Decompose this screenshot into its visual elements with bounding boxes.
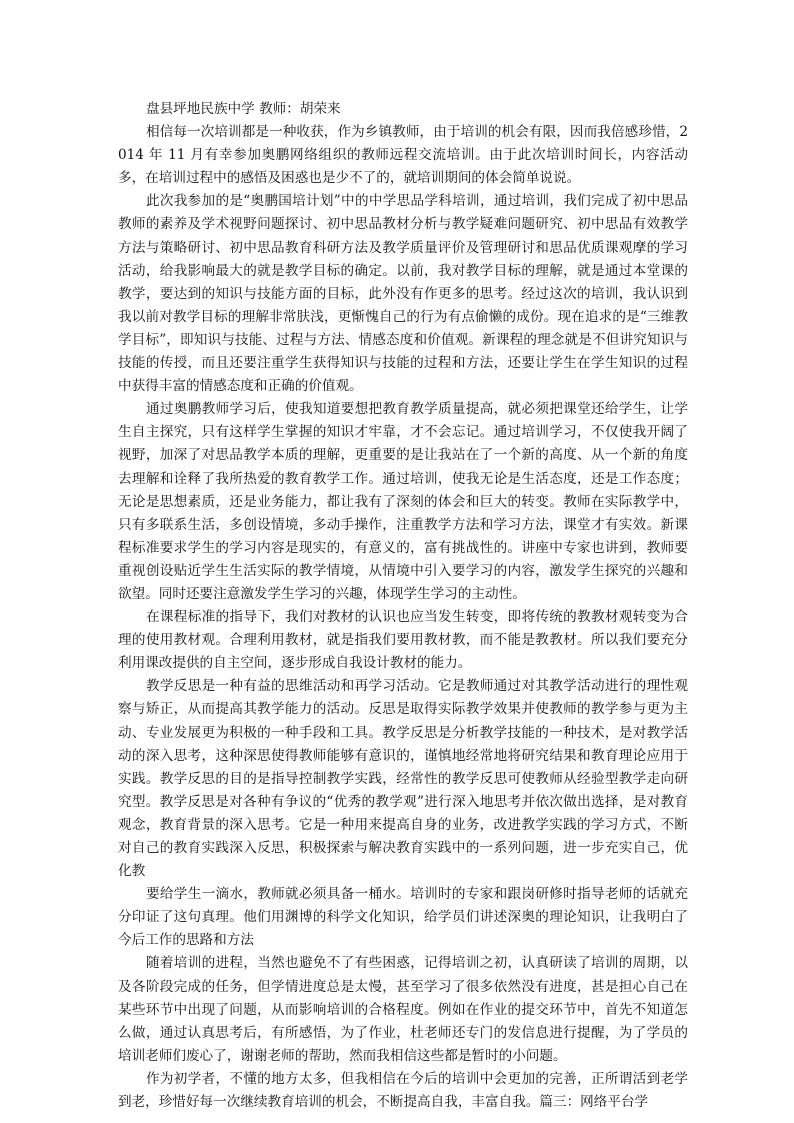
paragraph-classroom-to-students: 通过奥鹏教师学习后，使我知道要想把教育教学质量提高，就必须把课堂还给学生，让学生自主探究，只有这样学生掌握的知识才牢靠，才不会忘记。通过培训学习，不仅使我开阔了视野，加深了对思品教学本质的理解，更重要的是让我站在了一个新的高度、从一个新的角度去理解和诠释了我所热爱的教育教学工作。通过培训，使我无论是生活态度，还是工作态度；无论是思想素质，还是业务能力，都让我有了深刻的体会和巨大的转变。教师在实际教学中，只有多联系生活，多创设情境，多动手操作，注重教学方法和学习方法，课堂才有实效。新课程标准要求学生的学习内容是现实的，有意义的，富有挑战性的。讲座中专家也讲到，教师要重视创设贴近学生生活实际的教学情境，从情境中引入要学习的内容，激发学生探究的兴趣和欲望。同时还要注意激发学生学习的兴趣，体现学生学习的主动性。 (118, 401, 688, 602)
paragraph-intro: 相信每一次培训都是一种收获，作为乡镇教师，由于培训的机会有限，因而我倍感珍惜，2014 年 11 月有幸参加奥鹏网络组织的教师远程交流培训。由于此次培训时间长，内容活动多，在培训过程中的感悟及困惑也是少不了的，就培训期间的体会简单说说。 (118, 124, 688, 187)
paragraph-conclusion: 作为初学者，不懂的地方太多，但我相信在今后的培训中会更加的完善，正所谓活到老学到老，珍惜好每一次继续教育培训的机会，不断提高自我，丰富自我。篇三：网络平台学 (118, 1070, 688, 1111)
paragraph-teaching-reflection: 教学反思是一种有益的思维活动和再学习活动。它是教师通过对其教学活动进行的理性观察与矫正，从而提高其教学能力的活动。反思是取得实际教学效果并使教师的教学参与更为主动、专业发展更为积极的一种手段和工具。教学反思是分析教学技能的一种技术，是对教学活动的深入思考，这种深思使得教师能够有意识的，谨慎地经常地将研究结果和教育理论应用于实践。教学反思的目的是指导控制教学实践，经常性的教学反思可使教师从经验型教学走向研究型。教学反思是对各种有争议的“优秀的教学观”进行深入地思考并依次做出选择，是对教育观念，教育背景的深入思考。它是一种用来提高自身的业务，改进教学实践的学习方式，不断对自己的教育实践深入反思，积极探索与解决教育实践中的一系列问题，进一步充实自己，优化教 (118, 678, 688, 880)
paragraph-textbook-use: 在课程标准的指导下，我们对教材的认识也应当发生转变，即将传统的教教材观转变为合理的使用教材观。合理利用教材，就是指我们要用教材教，而不能是教教材。所以我们要充分利用课改提供的自主空间，逐步形成自我设计教材的能力。 (118, 609, 688, 672)
paragraph-bucket-of-water: 要给学生一滴水，教师就必须具备一桶水。培训时的专家和跟岗研修时指导老师的话就充分印证了这句真理。他们用渊博的科学文化知识，给学员们讲述深奥的理论知识，让我明白了今后工作的思路和方法 (118, 886, 688, 949)
paragraph-teaching-goals: 此次我参加的是“奥鹏国培计划”中的中学思品学科培训，通过培训，我们完成了初中思品教师的素养及学术视野问题探讨、初中思品教材分析与教学疑难问题研究、初中思品有效教学方法与策略研讨、初中思品教育科研方法及教学质量评价及管理研讨和思品优质课观摩的学习活动，给我影响最大的就是教学目标的确定。以前，我对教学目标的理解，就是通过本堂课的教学，要达到的知识与技能方面的目标，此外没有作更多的思考。经过这次的培训，我认识到我以前对教学目标的理解非常肤浅，更惭愧自己的行为有点偷懒的成份。现在追求的是“三维教学目标”，即知识与技能、过程与方法、情感态度和价值观。新课程的理念就是不但讲究知识与技能的传授，而且还要注重学生获得知识与技能的过程和方法，还要让学生在学生知识的过程中获得丰富的情感态度和正确的价值观。 (118, 193, 688, 395)
paragraph-training-confusion: 随着培训的进程，当然也避免不了有些困惑，记得培训之初，认真研读了培训的周期，以及各阶段完成的任务，但学情进度总是太慢，甚至学习了很多依然没有进度，甚是担心自己在某些环节中出现了问题，从而影响培训的合格程度。例如在作业的提交环节中，首先不知道怎么做，通过认真思考后，有所感悟，为了作业，杜老师还专门的发信息进行提醒，为了学员的培训老师们废心了，谢谢老师的帮助，然而我相信这些都是暂时的小问题。 (118, 955, 688, 1064)
byline: 盘县坪地民族中学 教师：胡荣来 (146, 101, 341, 117)
document-body (118, 98, 688, 1114)
